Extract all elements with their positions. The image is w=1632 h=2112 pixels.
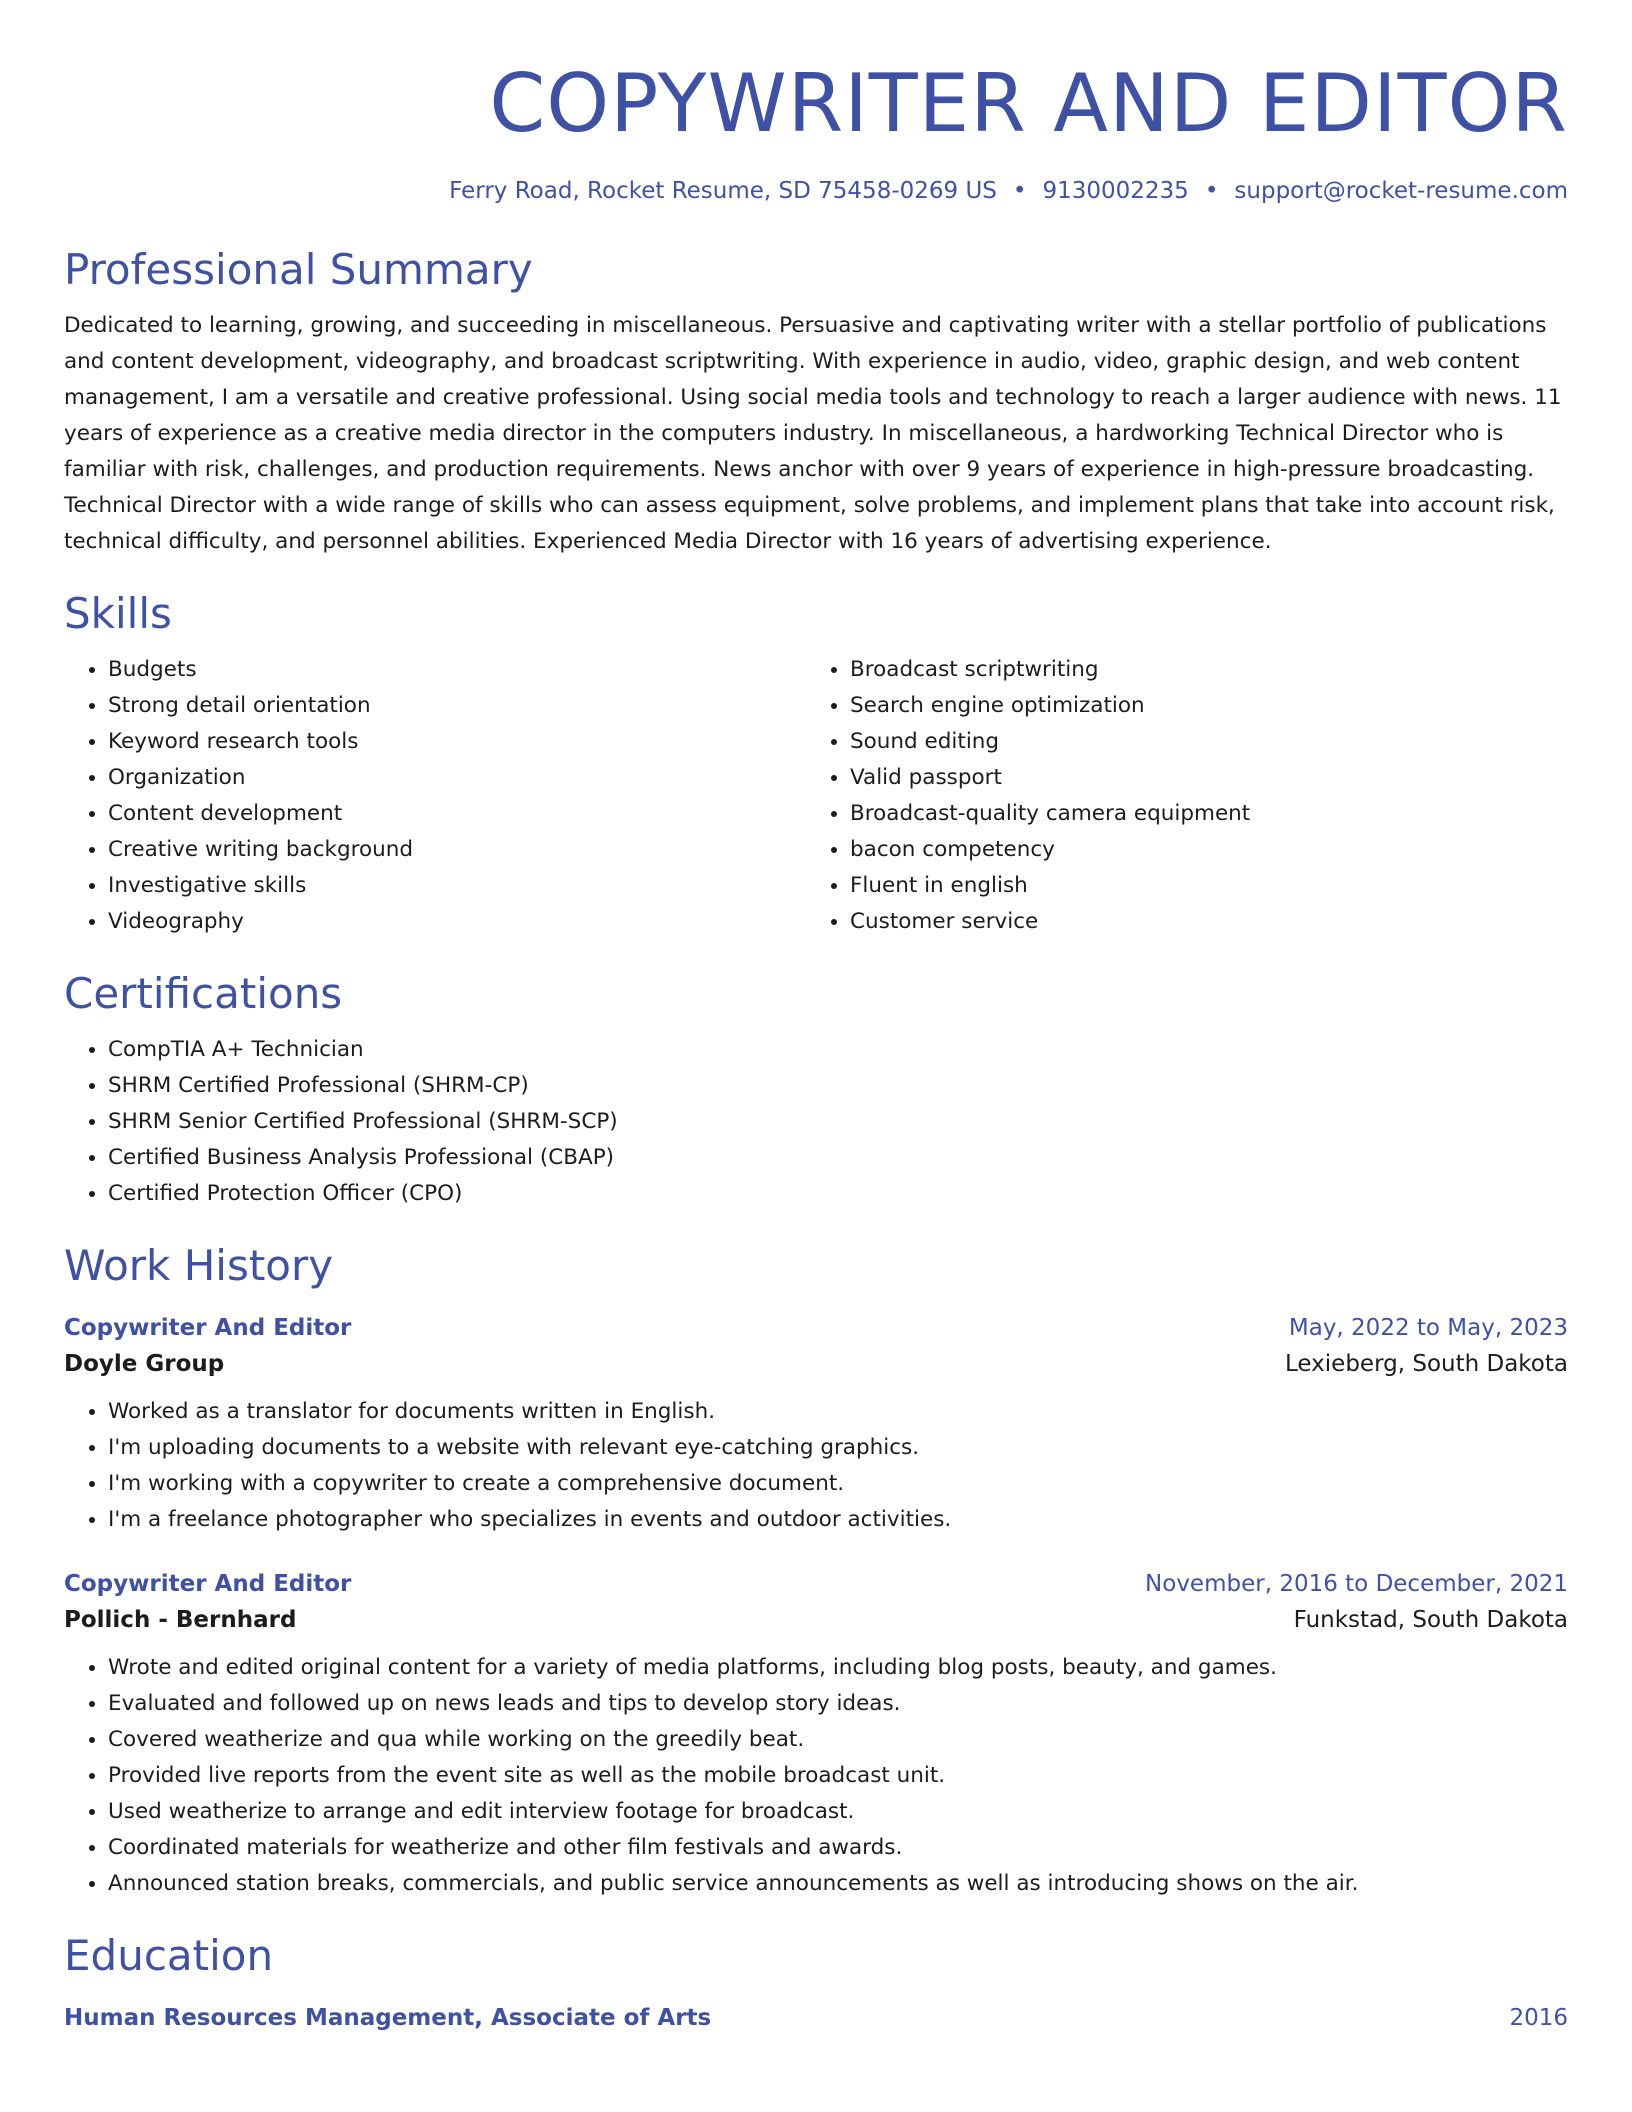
skills-left-column — [64, 652, 806, 940]
contact-separator: • — [1204, 178, 1219, 204]
list-item: • I'm working with a copywriter to create a comprehensive document. — [108, 1466, 1568, 1502]
list-item: • Organization — [108, 760, 806, 796]
skills-columns — [64, 652, 1568, 940]
work-history-list — [64, 1312, 1568, 1902]
job-title-row — [64, 1568, 1568, 1600]
list-item: • Certified Protection Officer (CPO) — [108, 1176, 1568, 1212]
list-item: • Investigative skills — [108, 868, 806, 904]
list-item: • Videography — [108, 904, 806, 940]
job-title-row — [64, 1312, 1568, 1344]
list-item: • I'm a freelance photographer who specializes in events and outdoor activities. — [108, 1502, 1568, 1538]
job-bullets — [64, 1650, 1568, 1902]
list-item: • Fluent in english — [850, 868, 1548, 904]
job-bullets — [64, 1394, 1568, 1538]
education-degree: Human Resources Management, Associate of Arts — [64, 2005, 712, 2031]
education-entry — [64, 2002, 1568, 2034]
list-item: • Search engine optimization — [850, 688, 1548, 724]
list-item: • Content development — [108, 796, 806, 832]
job-entry — [64, 1568, 1568, 1902]
skills-heading: Skills — [64, 589, 172, 638]
list-item: • Broadcast-quality camera equipment — [850, 796, 1548, 832]
job-entry — [64, 1312, 1568, 1538]
list-item: • Keyword research tools — [108, 724, 806, 760]
contact-separator: • — [1012, 178, 1027, 204]
contact-phone: 9130002235 — [1042, 178, 1189, 204]
resume-title: COPYWRITER AND EDITOR — [489, 57, 1568, 150]
list-item: • Coordinated materials for weatherize and other film festivals and awards. — [108, 1830, 1568, 1866]
job-location: Lexieberg, South Dakota — [1285, 1351, 1568, 1377]
list-item: • Valid passport — [850, 760, 1548, 796]
certifications-list — [64, 1032, 1568, 1212]
list-item: • Strong detail orientation — [108, 688, 806, 724]
summary-heading: Professional Summary — [64, 245, 533, 294]
education-year: 2016 — [1509, 2005, 1568, 2031]
job-company: Doyle Group — [64, 1351, 225, 1377]
resume-header — [64, 0, 1568, 206]
list-item: • Broadcast scriptwriting — [850, 652, 1548, 688]
list-item: • I'm uploading documents to a website with relevant eye-catching graphics. — [108, 1430, 1568, 1466]
job-dates: November, 2016 to December, 2021 — [1145, 1571, 1568, 1597]
job-location: Funkstad, South Dakota — [1293, 1607, 1568, 1633]
education-heading: Education — [64, 1931, 274, 1980]
education-list — [64, 2002, 1568, 2034]
list-item: • Creative writing background — [108, 832, 806, 868]
certifications-section — [64, 1032, 1568, 1212]
list-item: • Covered weatherize and qua while working on the greedily beat. — [108, 1722, 1568, 1758]
summary-text: Dedicated to learning, growing, and succeeding in miscellaneous. Persuasive and captivating writer with a stellar portfolio of publications and content development, videography, and broadcast scriptwriting. With experience in audio, video, graphic design, and web content management, I am a versatile and creative professional. Using social media tools and technology to reach a larger audience with news. 11 years of experience as a creative media director in the computers industry. In miscellaneous, a hardworking Technical Director who is familiar with risk, challenges, and production requirements. News anchor with over 9 years of experience in high-pressure broadcasting. Technical Director with a wide range of skills who can assess equipment, solve problems, and implement plans that take into account risk, technical difficulty, and personnel abilities. Experienced Media Director with 16 years of advertising experience. — [64, 313, 1562, 554]
list-item: • Sound editing — [850, 724, 1548, 760]
list-item: • Budgets — [108, 652, 806, 688]
list-item: • CompTIA A+ Technician — [108, 1032, 1568, 1068]
contact-email[interactable]: support@rocket-resume.com — [1234, 178, 1568, 204]
list-item: • SHRM Senior Certified Professional (SHRM-SCP) — [108, 1104, 1568, 1140]
list-item: • bacon competency — [850, 832, 1548, 868]
job-company-row — [64, 1344, 1568, 1384]
job-title: Copywriter And Editor — [64, 1571, 352, 1597]
certifications-heading: Certifications — [64, 969, 343, 1018]
list-item: • Certified Business Analysis Professional (CBAP) — [108, 1140, 1568, 1176]
job-title: Copywriter And Editor — [64, 1315, 352, 1341]
job-company-row — [64, 1600, 1568, 1640]
job-dates: May, 2022 to May, 2023 — [1288, 1315, 1568, 1341]
job-company: Pollich - Bernhard — [64, 1607, 297, 1633]
list-item: • Customer service — [850, 904, 1548, 940]
list-item: • Used weatherize to arrange and edit interview footage for broadcast. — [108, 1794, 1568, 1830]
list-item: • Provided live reports from the event site as well as the mobile broadcast unit. — [108, 1758, 1568, 1794]
list-item: • Evaluated and followed up on news leads and tips to develop story ideas. — [108, 1686, 1568, 1722]
work-history-heading: Work History — [64, 1241, 334, 1290]
skills-right-column — [806, 652, 1548, 940]
contact-line — [64, 176, 1568, 206]
contact-address: Ferry Road, Rocket Resume, SD 75458-0269 US — [449, 178, 997, 204]
list-item: • Wrote and edited original content for a variety of media platforms, including blog posts, beauty, and games. — [108, 1650, 1568, 1686]
list-item: • Worked as a translator for documents written in English. — [108, 1394, 1568, 1430]
list-item: • Announced station breaks, commercials, and public service announcements as well as introducing shows on the air. — [108, 1866, 1568, 1902]
list-item: • SHRM Certified Professional (SHRM-CP) — [108, 1068, 1568, 1104]
skills-left-list — [64, 652, 806, 940]
skills-right-list — [806, 652, 1548, 940]
